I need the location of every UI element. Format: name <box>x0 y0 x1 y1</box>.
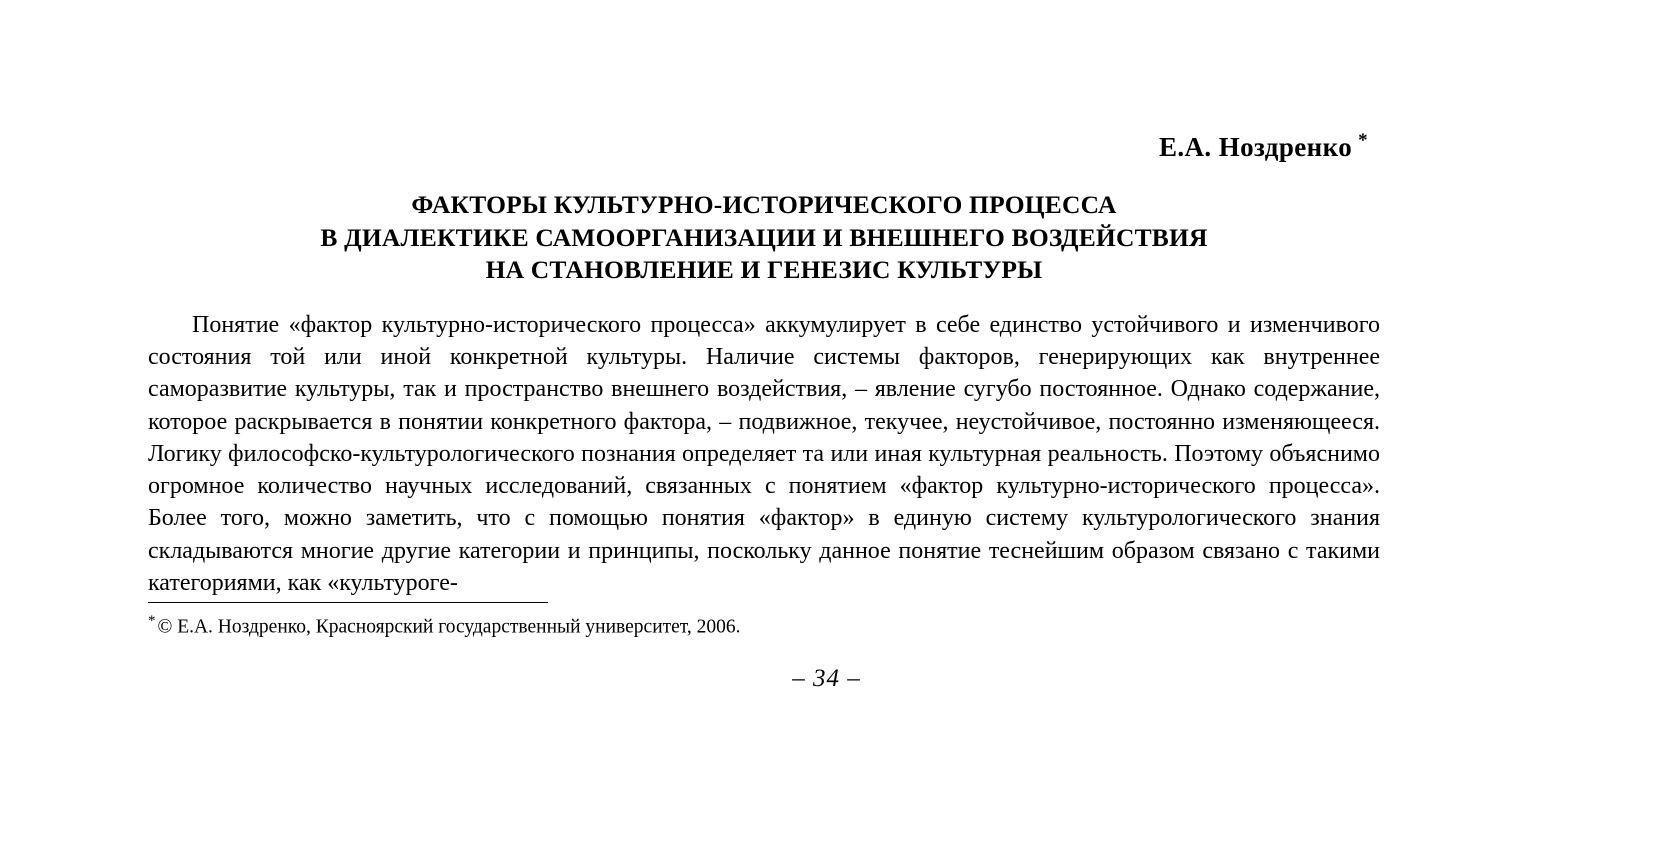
title-line-3: НА СТАНОВЛЕНИЕ И ГЕНЕЗИС КУЛЬТУРЫ <box>485 255 1043 285</box>
title-line-2: В ДИАЛЕКТИКЕ САМООРГАНИЗАЦИИ И ВНЕШНЕГО ВОЗДЕЙСТВИЯ <box>320 222 1208 252</box>
body-paragraph: Понятие «фактор культурно-исторического процесса» аккумулирует в себе единство устойчивого и изменчивого состояния той или иной конкретной культуры. Наличие системы факторов, генерирующих как внутреннее саморазвитие культуры, так и пространство внешнего воздействия, – явление сугубо постоянное. Однако содержание, которое раскрывается в понятии конкретного фактора, – подвижное, текучее, неустойчивое, постоянно изменяющееся. Логику философско-культурологического познания определяет та или иная культурная реальность. Поэтому объяснимо огромное количество научных исследований, связанных с понятием «фактор культурно-исторического процесса». Более того, можно заметить, что с помощью понятия «фактор» в единую систему культурологического знания складываются многие другие категории и принципы, поскольку данное понятие теснейшим образом связано с такими категориями, как «культуроге- <box>148 311 1380 596</box>
footnote-marker: * <box>148 613 156 629</box>
footnote-text: © Е.А. Ноздренко, Красноярский государственный университет, 2006. <box>157 616 741 638</box>
page-content <box>148 0 1380 623</box>
footnote-separator-rule <box>148 602 548 603</box>
author-footnote-marker: * <box>1358 130 1368 151</box>
author-name: Е.А. Ноздренко <box>1158 132 1353 162</box>
page-title <box>148 189 1380 287</box>
page-number: – 34 – <box>792 665 861 692</box>
footnote <box>148 612 1380 640</box>
title-line-1: ФАКТОРЫ КУЛЬТУРНО-ИСТОРИЧЕСКОГО ПРОЦЕССА <box>411 190 1117 219</box>
author-byline <box>148 130 1368 163</box>
